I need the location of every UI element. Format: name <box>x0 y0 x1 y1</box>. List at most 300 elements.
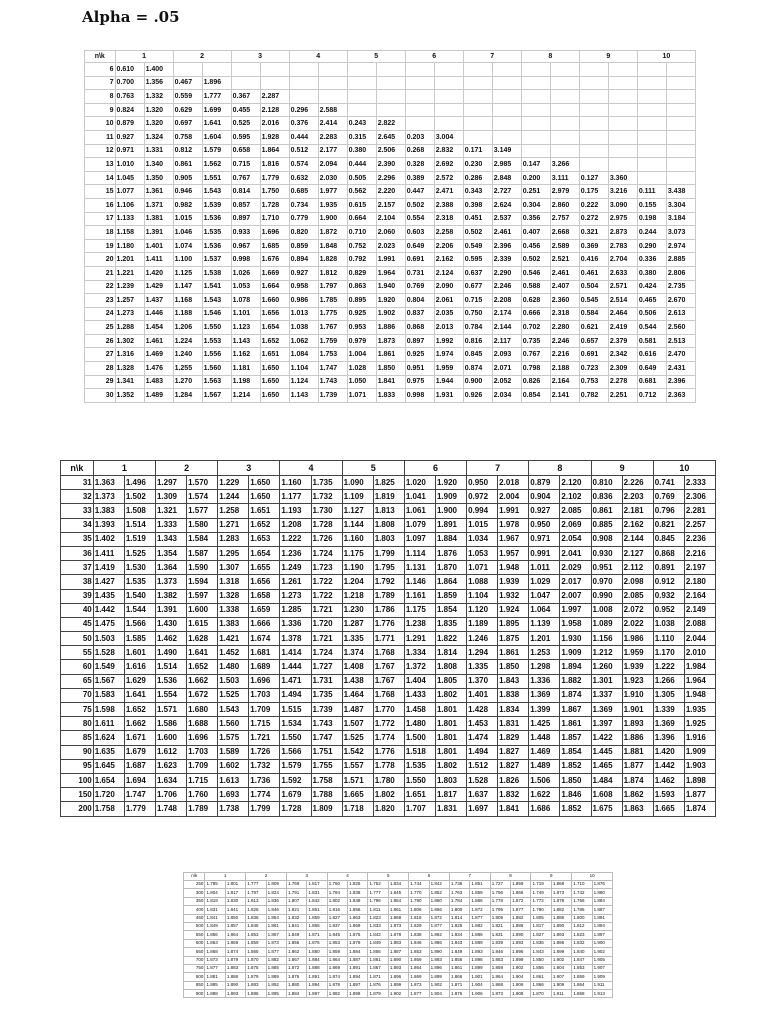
dl-value: 1.336 <box>280 617 311 631</box>
du-value: 1.590 <box>187 561 218 575</box>
du-value: 2.806 <box>666 266 695 280</box>
dl-value: 0.588 <box>521 280 550 294</box>
dl-value: 0.927 <box>115 130 144 144</box>
du-value: 1.831 <box>435 802 466 816</box>
du-value: 1.664 <box>260 280 289 294</box>
du-value: 2.258 <box>434 226 463 240</box>
dl-value: 1.846 <box>490 948 510 956</box>
du-value: 2.471 <box>434 185 463 199</box>
dl-value: 1.109 <box>342 490 373 504</box>
dl-value: 1.229 <box>218 476 249 490</box>
empty-cell <box>463 90 492 104</box>
du-value: 1.710 <box>260 212 289 226</box>
table-row <box>184 948 613 956</box>
dl-value: 1.817 <box>531 922 551 930</box>
dl-value: 1.045 <box>115 171 144 185</box>
du-value: 1.964 <box>684 674 715 688</box>
dl-value: 1.879 <box>246 973 266 981</box>
dl-value: 0.559 <box>173 90 202 104</box>
dl-value: 1.125 <box>173 266 202 280</box>
dl-value: 0.897 <box>231 212 260 226</box>
du-value: 1.530 <box>124 561 155 575</box>
table-row <box>85 212 696 226</box>
du-value: 1.920 <box>376 294 405 308</box>
dl-value: 1.428 <box>467 703 498 717</box>
dl-value: 1.189 <box>467 617 498 631</box>
du-value: 1.893 <box>511 939 531 947</box>
dl-value: 1.097 <box>404 532 435 546</box>
du-value: 1.877 <box>511 906 531 914</box>
row-n-label: 7 <box>85 76 116 90</box>
dl-value: 0.763 <box>115 90 144 104</box>
row-n-label: 65 <box>61 674 94 688</box>
dl-value: 1.110 <box>653 632 684 646</box>
du-value: 1.935 <box>684 703 715 717</box>
du-value: 1.760 <box>187 788 218 802</box>
dl-value: 1.271 <box>218 518 249 532</box>
du-value: 1.834 <box>498 703 529 717</box>
du-value: 1.656 <box>260 307 289 321</box>
dl-value: 1.028 <box>347 362 376 376</box>
dl-value: 1.258 <box>218 504 249 518</box>
dl-value: 1.865 <box>246 948 266 956</box>
empty-cell <box>376 76 405 90</box>
du-value: 1.483 <box>144 375 173 389</box>
dl-value: 0.824 <box>115 103 144 117</box>
du-value: 1.356 <box>144 76 173 90</box>
dl-value: 0.203 <box>405 130 434 144</box>
dl-value: 0.681 <box>637 375 666 389</box>
dl-value: 1.770 <box>409 889 429 897</box>
dl-value: 1.444 <box>280 660 311 674</box>
du-value: 1.850 <box>225 914 245 922</box>
du-value: 1.654 <box>260 321 289 335</box>
du-value: 1.739 <box>311 703 342 717</box>
empty-cell <box>666 63 695 77</box>
dl-value: 1.877 <box>205 964 225 972</box>
dl-value: 1.873 <box>205 956 225 964</box>
du-value: 1.859 <box>435 589 466 603</box>
empty-cell <box>463 103 492 117</box>
dl-value: 1.856 <box>531 964 551 972</box>
dl-value: 0.369 <box>579 239 608 253</box>
dl-value: 1.637 <box>467 788 498 802</box>
k-header-1: 1 <box>115 51 173 63</box>
du-value: 2.127 <box>622 546 653 560</box>
dl-value: 1.853 <box>490 956 510 964</box>
empty-cell <box>666 130 695 144</box>
du-value: 1.861 <box>498 646 529 660</box>
du-value: 1.873 <box>388 922 408 930</box>
du-value: 1.850 <box>560 773 591 787</box>
du-value: 1.878 <box>388 931 408 939</box>
du-value: 1.932 <box>498 589 529 603</box>
du-value: 2.318 <box>434 212 463 226</box>
dl-value: 1.160 <box>280 476 311 490</box>
du-value: 1.897 <box>348 981 368 989</box>
du-value: 1.986 <box>622 632 653 646</box>
dl-value: 1.868 <box>572 990 592 998</box>
du-value: 1.650 <box>249 476 280 490</box>
table-row <box>85 130 696 144</box>
du-value: 3.111 <box>550 171 579 185</box>
dl-value: 1.586 <box>155 717 186 731</box>
du-value: 1.629 <box>124 674 155 688</box>
du-value: 1.861 <box>560 717 591 731</box>
empty-cell <box>463 63 492 77</box>
empty-cell <box>318 63 347 77</box>
dl-value: 1.288 <box>115 321 144 335</box>
dl-value: 0.767 <box>231 171 260 185</box>
du-value: 1.874 <box>622 773 653 787</box>
table-row <box>85 90 696 104</box>
dl-value: 1.778 <box>490 897 510 905</box>
dl-value: 1.876 <box>286 973 306 981</box>
dl-value: 1.188 <box>173 307 202 321</box>
dl-value: 1.528 <box>93 646 124 660</box>
dl-value: 1.433 <box>404 688 435 702</box>
du-value: 1.726 <box>311 532 342 546</box>
table-row <box>184 973 613 981</box>
du-value: 2.104 <box>376 212 405 226</box>
du-value: 1.655 <box>249 561 280 575</box>
row-n-label: 50 <box>61 632 94 646</box>
dl-value: 1.053 <box>231 280 260 294</box>
dl-value: 0.905 <box>173 171 202 185</box>
du-value: 1.872 <box>318 226 347 240</box>
dl-value: 1.261 <box>280 575 311 589</box>
du-value: 1.866 <box>511 889 531 897</box>
du-value: 1.767 <box>373 660 404 674</box>
du-value: 1.992 <box>434 334 463 348</box>
dl-value: 1.602 <box>218 759 249 773</box>
empty-cell <box>289 63 318 77</box>
du-value: 1.864 <box>260 144 289 158</box>
dl-value: 0.603 <box>405 226 434 240</box>
du-value: 1.852 <box>560 759 591 773</box>
dl-value: 1.874 <box>327 973 347 981</box>
du-value: 1.904 <box>551 964 571 972</box>
du-value: 1.884 <box>592 897 612 905</box>
dl-value: 0.691 <box>405 253 434 267</box>
table-row <box>61 731 716 745</box>
row-n-label: 11 <box>85 130 116 144</box>
du-value: 1.974 <box>434 348 463 362</box>
du-value: 2.296 <box>376 171 405 185</box>
dl-value: 1.143 <box>289 389 318 403</box>
dl-value: 1.888 <box>205 990 225 998</box>
du-value: 1.777 <box>202 90 231 104</box>
dl-value: 1.571 <box>342 773 373 787</box>
du-value: 1.977 <box>318 185 347 199</box>
dl-value: 1.047 <box>529 589 560 603</box>
table-row <box>61 773 716 787</box>
du-value: 2.633 <box>608 266 637 280</box>
du-value: 1.775 <box>318 307 347 321</box>
du-value: 1.997 <box>560 603 591 617</box>
dl-value: 0.649 <box>637 362 666 376</box>
du-value: 1.650 <box>260 362 289 376</box>
dl-value: 1.589 <box>218 745 249 759</box>
du-value: 1.320 <box>144 103 173 117</box>
du-value: 1.872 <box>511 897 531 905</box>
dl-value: 1.462 <box>653 773 684 787</box>
table-row <box>184 990 613 998</box>
du-value: 1.895 <box>266 990 286 998</box>
du-value: 1.834 <box>388 881 408 889</box>
du-value: 1.887 <box>592 906 612 914</box>
dl-value: 1.161 <box>404 589 435 603</box>
dl-value: 0.243 <box>347 117 376 131</box>
du-value: 1.920 <box>435 476 466 490</box>
dl-value: 0.455 <box>231 103 260 117</box>
dl-value: 0.595 <box>463 253 492 267</box>
dl-value: 1.719 <box>531 881 551 889</box>
dl-value: 1.448 <box>529 731 560 745</box>
du-value: 1.876 <box>592 881 612 889</box>
empty-cell <box>347 63 376 77</box>
dl-value: 1.845 <box>327 931 347 939</box>
dl-value: 0.554 <box>405 212 434 226</box>
empty-cell <box>666 76 695 90</box>
dl-value: 1.766 <box>572 897 592 905</box>
dl-value: 0.953 <box>347 321 376 335</box>
dl-value: 1.078 <box>231 294 260 308</box>
dl-value: 1.337 <box>591 688 622 702</box>
table-row <box>61 688 716 702</box>
du-value: 1.687 <box>124 759 155 773</box>
dl-value: 1.372 <box>404 660 435 674</box>
dl-value: 0.272 <box>579 212 608 226</box>
dl-value: 1.352 <box>115 389 144 403</box>
dl-value: 1.435 <box>93 589 124 603</box>
row-n-label: 16 <box>85 198 116 212</box>
dl-value: 1.859 <box>409 956 429 964</box>
table-row <box>184 956 613 964</box>
du-value: 1.854 <box>266 914 286 922</box>
du-value: 1.877 <box>684 788 715 802</box>
du-value: 1.331 <box>144 144 173 158</box>
du-value: 1.577 <box>187 504 218 518</box>
dl-value: 0.958 <box>289 280 318 294</box>
dl-value: 1.307 <box>218 561 249 575</box>
dl-value: 0.861 <box>591 504 622 518</box>
du-value: 1.553 <box>202 334 231 348</box>
dl-value: 0.712 <box>637 389 666 403</box>
table-row <box>85 63 696 77</box>
du-value: 1.916 <box>684 731 715 745</box>
du-value: 2.157 <box>376 198 405 212</box>
du-value: 1.812 <box>318 266 347 280</box>
du-value: 2.306 <box>684 490 715 504</box>
dl-value: 1.124 <box>289 375 318 389</box>
dl-value: 1.180 <box>115 239 144 253</box>
table-row <box>61 532 716 546</box>
du-value: 1.874 <box>684 802 715 816</box>
dl-value: 1.162 <box>231 348 260 362</box>
row-n-label: 95 <box>61 759 94 773</box>
table-row <box>85 117 696 131</box>
empty-cell <box>550 90 579 104</box>
table-row <box>85 362 696 376</box>
du-value: 2.783 <box>608 239 637 253</box>
dl-value: 1.038 <box>653 617 684 631</box>
dl-value: 1.785 <box>572 906 592 914</box>
du-value: 2.034 <box>492 389 521 403</box>
dl-value: 1.823 <box>572 931 592 939</box>
du-value: 1.846 <box>560 788 591 802</box>
du-value: 1.893 <box>622 717 653 731</box>
du-value: 1.911 <box>592 981 612 989</box>
dl-value: 0.731 <box>405 266 434 280</box>
dl-value: 1.391 <box>155 603 186 617</box>
dl-value: 1.333 <box>155 518 186 532</box>
du-value: 1.870 <box>435 561 466 575</box>
dl-value: 1.438 <box>342 674 373 688</box>
dl-value: 1.800 <box>449 906 469 914</box>
dl-value: 0.845 <box>463 348 492 362</box>
dl-value: 1.294 <box>467 646 498 660</box>
du-value: 1.437 <box>144 294 173 308</box>
k-header-7: 7 <box>467 461 529 476</box>
dl-value: 0.868 <box>653 546 684 560</box>
du-value: 2.589 <box>550 239 579 253</box>
dl-value: 1.285 <box>280 603 311 617</box>
du-value: 1.830 <box>225 897 245 905</box>
du-value: 1.886 <box>225 973 245 981</box>
dl-value: 1.819 <box>205 897 225 905</box>
du-value: 1.863 <box>348 914 368 922</box>
du-value: 1.721 <box>311 632 342 646</box>
dw-table-n6-30 <box>84 50 696 403</box>
empty-cell <box>463 76 492 90</box>
du-value: 3.360 <box>608 171 637 185</box>
du-value: 2.017 <box>560 575 591 589</box>
row-n-label: 55 <box>61 646 94 660</box>
du-value: 1.891 <box>592 914 612 922</box>
du-value: 1.696 <box>260 226 289 240</box>
dl-value: 0.389 <box>405 171 434 185</box>
row-n-label: 800 <box>184 973 205 981</box>
dl-value: 0.666 <box>521 307 550 321</box>
du-value: 1.371 <box>144 198 173 212</box>
dl-value: 1.328 <box>115 362 144 376</box>
du-value: 1.940 <box>376 280 405 294</box>
du-value: 2.144 <box>622 532 653 546</box>
du-value: 1.907 <box>592 964 612 972</box>
k-header-5: 5 <box>342 461 404 476</box>
du-value: 3.438 <box>666 185 695 199</box>
table-row <box>85 226 696 240</box>
table-row <box>85 389 696 403</box>
dl-value: 1.489 <box>529 759 560 773</box>
dl-value: 1.494 <box>467 745 498 759</box>
dl-value: 0.467 <box>173 76 202 90</box>
du-value: 2.085 <box>622 589 653 603</box>
k-header-7: 7 <box>449 873 490 881</box>
dl-value: 0.581 <box>637 334 666 348</box>
dl-value: 1.475 <box>93 617 124 631</box>
dl-value: 1.156 <box>591 632 622 646</box>
dl-value: 1.525 <box>342 731 373 745</box>
empty-cell <box>347 76 376 90</box>
empty-cell <box>550 63 579 77</box>
du-value: 1.882 <box>470 922 490 930</box>
du-value: 1.935 <box>318 198 347 212</box>
du-value: 2.975 <box>608 212 637 226</box>
dl-value: 1.829 <box>409 922 429 930</box>
row-n-label: 250 <box>184 881 205 889</box>
du-value: 1.332 <box>144 90 173 104</box>
du-value: 1.743 <box>318 375 347 389</box>
du-value: 1.801 <box>435 703 466 717</box>
dl-value: 1.462 <box>155 632 186 646</box>
du-value: 1.843 <box>498 674 529 688</box>
dl-value: 1.414 <box>280 646 311 660</box>
k-header-2: 2 <box>173 51 231 63</box>
du-value: 1.820 <box>373 802 404 816</box>
du-value: 1.841 <box>225 906 245 914</box>
du-value: 1.827 <box>498 745 529 759</box>
dl-value: 0.971 <box>115 144 144 158</box>
empty-cell <box>347 103 376 117</box>
dl-value: 0.990 <box>591 589 622 603</box>
dl-value: 1.821 <box>490 922 510 930</box>
du-value: 1.861 <box>266 922 286 930</box>
dl-value: 1.131 <box>404 561 435 575</box>
du-value: 1.899 <box>429 973 449 981</box>
du-value: 1.860 <box>429 897 449 905</box>
du-value: 2.396 <box>492 239 521 253</box>
du-value: 2.013 <box>434 321 463 335</box>
du-value: 1.896 <box>511 948 531 956</box>
du-value: 1.770 <box>373 703 404 717</box>
dl-value: 1.079 <box>404 518 435 532</box>
du-value: 1.907 <box>551 973 571 981</box>
du-value: 3.004 <box>434 130 463 144</box>
dl-value: 0.900 <box>463 375 492 389</box>
du-value: 1.669 <box>260 266 289 280</box>
du-value: 1.891 <box>307 973 327 981</box>
du-value: 2.704 <box>608 253 637 267</box>
dl-value: 1.399 <box>529 703 560 717</box>
dl-value: 1.077 <box>115 185 144 199</box>
du-value: 1.850 <box>498 660 529 674</box>
du-value: 1.538 <box>202 266 231 280</box>
du-value: 1.550 <box>202 321 231 335</box>
du-value: 1.894 <box>307 981 327 989</box>
du-value: 1.543 <box>202 294 231 308</box>
du-value: 1.909 <box>551 981 571 989</box>
table-row <box>61 703 716 717</box>
du-value: 1.829 <box>498 731 529 745</box>
du-value: 2.208 <box>492 294 521 308</box>
empty-cell <box>521 130 550 144</box>
du-value: 1.905 <box>592 956 612 964</box>
du-value: 1.502 <box>124 490 155 504</box>
empty-cell <box>405 117 434 131</box>
dl-value: 0.230 <box>463 158 492 172</box>
du-value: 1.767 <box>373 674 404 688</box>
dl-value: 0.658 <box>231 144 260 158</box>
du-value: 2.979 <box>550 185 579 199</box>
du-value: 1.889 <box>266 973 286 981</box>
du-value: 1.795 <box>373 561 404 575</box>
k-header-1: 1 <box>93 461 155 476</box>
dl-value: 0.700 <box>115 76 144 90</box>
dl-value: 0.286 <box>463 171 492 185</box>
du-value: 1.848 <box>318 239 347 253</box>
